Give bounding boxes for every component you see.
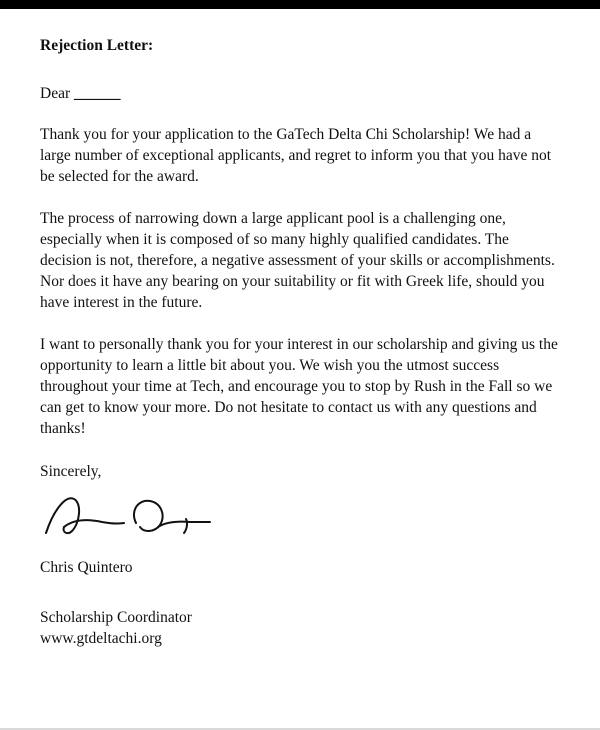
letter-title: Rejection Letter:: [40, 37, 154, 54]
handwritten-signature-icon: [40, 489, 220, 547]
salutation-line: [40, 85, 562, 103]
paragraph-3: I want to personally thank you for your interest in our scholarship and giving us the opportunity to learn a little bit about you. We wish you the utmost success throughout your time at Tech, and encourage you to stop by Rush in the Fall so we can get to know your more. Do not hesitate to contact us with any questions and thanks!: [40, 336, 558, 437]
signature-block: [40, 487, 562, 549]
paragraph-1: Thank you for your application to the GaTech Delta Chi Scholarship! We had a large number of exceptional applicants, and regret to inform you that you have not be selected for the award.: [40, 126, 552, 185]
salutation-text: Dear: [40, 85, 71, 102]
letter-content: [40, 9, 562, 649]
signer-details: [40, 607, 562, 649]
signer-title: Scholarship Coordinator: [40, 609, 192, 626]
paragraph-2: The process of narrowing down a large applicant pool is a challenging one, especially when it is composed of so many highly qualified candidates. The decision is not, therefore, a negative assessment of your skills or accomplishments. Nor does it have any bearing on your suitability or fit with Greek life, should you have interest in the future.: [40, 210, 555, 311]
salutation-blank: ______: [74, 85, 121, 102]
closing-text: Sincerely,: [40, 463, 102, 480]
signer-name: Chris Quintero: [40, 559, 133, 576]
signer-url: www.gtdeltachi.org: [40, 630, 162, 647]
page-top-edge: [0, 0, 600, 9]
